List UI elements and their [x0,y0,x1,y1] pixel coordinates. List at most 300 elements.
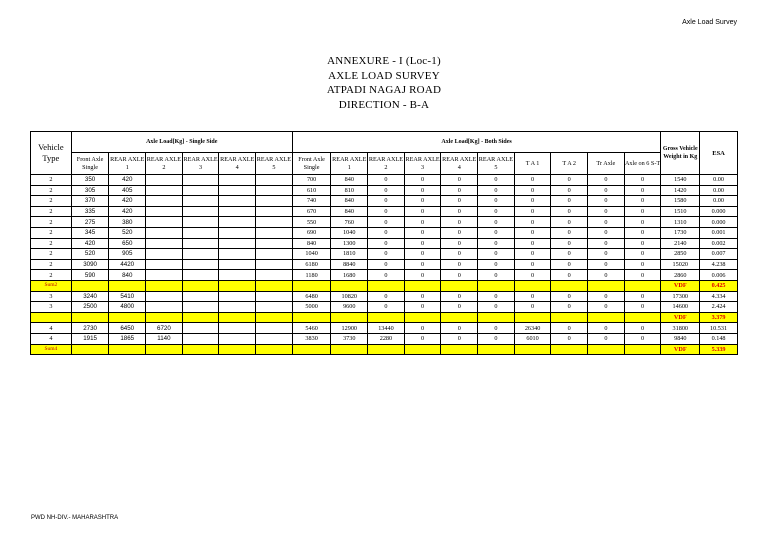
both-sides-cell: 0 [514,259,551,270]
single-side-cell [182,323,219,334]
single-side-cell [256,196,293,207]
single-side-cell [109,312,146,323]
single-side-cell [219,291,256,302]
single-side-cell [256,333,293,344]
single-side-cell: 380 [109,217,146,228]
both-sides-cell: 1810 [331,249,368,260]
vehicle-type-cell: 2 [31,175,72,186]
both-sides-cell: 0 [514,238,551,249]
single-side-cell [182,196,219,207]
both-sides-cell: 0 [368,291,405,302]
gross-weight-cell: VDF [661,344,700,355]
both-sides-cell: 0 [551,227,588,238]
table-row [31,175,738,186]
gross-weight-cell: 15020 [661,259,700,270]
vehicle-type-cell: 2 [31,206,72,217]
single-side-cell [182,259,219,270]
both-sides-cell: 0 [441,238,478,249]
both-sides-cell [478,344,515,355]
both-sides-cell: 0 [624,249,661,260]
both-sides-cell [478,280,515,291]
vehicle-type-cell: 4 [31,323,72,334]
single-side-cell [256,312,293,323]
both-sides-cell: 0 [368,302,405,313]
table-row [31,185,738,196]
both-sides-cell: 0 [441,270,478,281]
both-sides-cell: 0 [441,249,478,260]
single-side-cell [219,312,256,323]
single-side-cell: 4420 [109,259,146,270]
both-sides-cell [624,280,661,291]
vehicle-type-cell: 2 [31,196,72,207]
single-side-cell [256,206,293,217]
single-side-cell: 370 [71,196,109,207]
both-sides-cell: 690 [292,227,331,238]
both-sides-cell: 0 [478,196,515,207]
table-row [31,206,738,217]
both-sides-cell: 1040 [331,227,368,238]
both-col-header: REAR AXLE 5 [478,153,515,175]
both-sides-cell: 0 [624,270,661,281]
single-side-cell [219,175,256,186]
single-side-cell [256,185,293,196]
both-col-header: T A 2 [551,153,588,175]
single-side-cell: 650 [109,238,146,249]
both-sides-cell: 0 [514,302,551,313]
vehicle-type-cell: Sum2 [31,280,72,291]
both-sides-cell: 0 [368,270,405,281]
esa-cell: 3.379 [700,312,738,323]
single-side-cell [256,323,293,334]
both-sides-cell: 10820 [331,291,368,302]
both-sides-cell [478,312,515,323]
both-sides-cell [404,344,441,355]
both-sides-cell [441,280,478,291]
single-side-cell: 350 [71,175,109,186]
both-sides-cell: 0 [478,185,515,196]
gross-weight-cell: 2140 [661,238,700,249]
both-sides-cell: 0 [404,333,441,344]
single-side-cell [256,175,293,186]
gross-weight-cell: 1510 [661,206,700,217]
single-side-cell [182,302,219,313]
esa-cell: 0.001 [700,227,738,238]
both-col-header: REAR AXLE 4 [441,153,478,175]
both-sides-cell: 0 [404,196,441,207]
single-side-cell [109,344,146,355]
gross-weight-cell: 1420 [661,185,700,196]
both-sides-cell: 9600 [331,302,368,313]
single-side-cell [256,259,293,270]
both-sides-cell: 0 [588,238,625,249]
both-sides-cell: 0 [551,333,588,344]
esa-cell: 0.00 [700,196,738,207]
both-sides-cell: 0 [588,185,625,196]
both-col-header: Front Axle Single [292,153,331,175]
gross-weight-cell: 17300 [661,291,700,302]
single-side-cell [219,259,256,270]
both-sides-cell: 5460 [292,323,331,334]
both-sides-cell: 0 [441,206,478,217]
single-side-cell [146,185,183,196]
both-sides-cell [331,344,368,355]
single-side-cell [219,302,256,313]
both-sides-cell: 0 [624,175,661,186]
single-col-header: REAR AXLE 5 [256,153,293,175]
esa-cell: 0.007 [700,249,738,260]
single-side-cell: 420 [71,238,109,249]
both-sides-cell: 0 [441,185,478,196]
both-sides-cell: 0 [624,302,661,313]
single-side-cell: 405 [109,185,146,196]
both-col-header: Axle on 6 S-T [624,153,661,175]
single-side-cell [146,217,183,228]
both-sides-cell: 0 [551,185,588,196]
footer-label: PWD NH-DIV.- MAHARASHTRA [31,515,119,521]
gross-weight-cell: 1540 [661,175,700,186]
single-side-cell: 345 [71,227,109,238]
both-sides-cell: 1680 [331,270,368,281]
single-side-cell [256,302,293,313]
both-sides-cell: 0 [514,270,551,281]
esa-cell: 10.531 [700,323,738,334]
single-side-cell [146,312,183,323]
title-survey: AXLE LOAD SURVEY [328,69,440,82]
both-sides-cell: 1300 [331,238,368,249]
single-side-cell: 590 [71,270,109,281]
single-side-cell: 1140 [146,333,183,344]
both-sides-cell: 3730 [331,333,368,344]
table-row [31,196,738,207]
both-sides-cell: 760 [331,217,368,228]
single-side-cell [219,206,256,217]
both-sides-cell: 0 [441,227,478,238]
both-sides-cell: 0 [624,259,661,270]
both-sides-cell: 26340 [514,323,551,334]
esa-cell: 0.000 [700,206,738,217]
table-row [31,333,738,344]
both-sides-cell: 0 [478,291,515,302]
both-sides-cell: 0 [551,175,588,186]
both-sides-cell: 0 [551,217,588,228]
single-side-cell [146,280,183,291]
table-row [31,238,738,249]
vehicle-type-cell: 2 [31,217,72,228]
gross-weight-cell: 2860 [661,270,700,281]
single-side-cell: 1865 [109,333,146,344]
single-side-cell [219,217,256,228]
both-sides-cell [551,280,588,291]
both-sides-cell: 0 [368,196,405,207]
both-sides-cell: 0 [404,302,441,313]
esa-cell: 4.238 [700,259,738,270]
single-side-cell [182,333,219,344]
gross-weight-cell: 1730 [661,227,700,238]
single-side-cell [219,196,256,207]
single-side-cell: 6720 [146,323,183,334]
both-sides-cell: 0 [514,217,551,228]
table-row [31,302,738,313]
vehicle-type-cell [31,312,72,323]
both-sides-cell: 6010 [514,333,551,344]
both-sides-cell [624,312,661,323]
both-sides-cell: 5000 [292,302,331,313]
both-sides-cell: 13440 [368,323,405,334]
summary-row [31,344,738,355]
both-sides-cell: 0 [478,249,515,260]
single-side-cell [182,185,219,196]
single-side-cell [256,249,293,260]
gross-weight-cell: VDF [661,312,700,323]
single-side-cell [182,344,219,355]
vehicle-type-cell: 2 [31,259,72,270]
both-sides-cell [514,312,551,323]
both-sides-cell: 0 [478,227,515,238]
both-sides-cell: 0 [624,323,661,334]
both-sides-cell: 840 [331,196,368,207]
single-side-cell [146,175,183,186]
single-side-cell [256,227,293,238]
both-sides-cell: 0 [514,196,551,207]
both-sides-cell: 0 [588,206,625,217]
single-side-cell [256,291,293,302]
both-sides-cell: 0 [514,249,551,260]
both-sides-cell: 0 [478,259,515,270]
both-sides-cell: 0 [441,291,478,302]
table-row [31,259,738,270]
both-sides-cell: 0 [404,259,441,270]
both-sides-cell: 0 [368,206,405,217]
single-side-cell: 275 [71,217,109,228]
both-sides-cell: 0 [441,333,478,344]
both-sides-cell: 0 [404,238,441,249]
gross-weight-cell: 1310 [661,217,700,228]
single-side-cell: 3240 [71,291,109,302]
vehicle-type-cell: 3 [31,291,72,302]
summary-row [31,312,738,323]
single-side-cell [146,270,183,281]
both-sides-cell [441,312,478,323]
both-sides-cell [514,344,551,355]
both-sides-cell [588,344,625,355]
both-sides-cell: 0 [551,302,588,313]
both-sides-cell: 0 [551,259,588,270]
both-sides-cell: 0 [478,206,515,217]
both-sides-cell: 0 [478,270,515,281]
both-sides-cell: 0 [588,270,625,281]
both-sides-cell: 0 [588,196,625,207]
both-sides-cell: 0 [478,333,515,344]
both-sides-cell: 0 [368,227,405,238]
vehicle-type-cell: 2 [31,249,72,260]
both-sides-cell: 12900 [331,323,368,334]
both-sides-cell: 0 [441,217,478,228]
vehicle-type-cell: 2 [31,185,72,196]
both-sides-cell: 0 [514,291,551,302]
both-sides-cell: 0 [551,196,588,207]
vehicle-type-cell: Sum4 [31,344,72,355]
single-side-cell [256,344,293,355]
esa-cell: 2.424 [700,302,738,313]
both-sides-cell: 0 [478,302,515,313]
single-side-cell: 420 [109,175,146,186]
both-sides-cell: 550 [292,217,331,228]
both-sides-cell: 840 [331,206,368,217]
both-sides-cell: 0 [588,302,625,313]
single-side-cell [182,175,219,186]
both-sides-cell: 0 [404,206,441,217]
esa-cell: 0.002 [700,238,738,249]
single-side-cell: 420 [109,196,146,207]
both-sides-cell: 0 [404,270,441,281]
both-sides-cell: 0 [368,249,405,260]
both-col-header: REAR AXLE 3 [404,153,441,175]
both-sides-cell: 0 [441,323,478,334]
both-sides-cell: 0 [441,196,478,207]
both-sides-cell [292,280,331,291]
single-side-cell [146,227,183,238]
both-sides-cell [588,280,625,291]
single-side-cell: 840 [109,270,146,281]
both-sides-cell: 0 [624,185,661,196]
both-sides-cell: 1180 [292,270,331,281]
both-sides-cell [404,312,441,323]
table-row [31,291,738,302]
both-sides-cell: 0 [588,217,625,228]
both-sides-cell [624,344,661,355]
both-sides-cell: 610 [292,185,331,196]
both-sides-cell: 810 [331,185,368,196]
table-row [31,270,738,281]
both-sides-cell: 740 [292,196,331,207]
both-sides-cell: 0 [624,227,661,238]
single-side-cell [219,333,256,344]
single-side-cell: 520 [109,227,146,238]
single-side-cell: 420 [109,206,146,217]
both-sides-cell: 0 [624,333,661,344]
esa-cell: 0.425 [700,280,738,291]
both-col-header: REAR AXLE 1 [331,153,368,175]
both-sides-cell: 0 [588,259,625,270]
both-sides-cell [331,312,368,323]
single-side-cell [256,238,293,249]
single-side-cell: 2730 [71,323,109,334]
single-side-cell [71,344,109,355]
both-sides-cell: 0 [368,238,405,249]
single-col-header: Front Axle Single [71,153,109,175]
single-col-header: REAR AXLE 3 [182,153,219,175]
esa-cell: 0.000 [700,217,738,228]
both-col-header: Tr Axle [588,153,625,175]
summary-row [31,280,738,291]
both-sides-cell: 0 [404,217,441,228]
both-sides-cell [551,312,588,323]
gross-weight-cell: 9840 [661,333,700,344]
single-side-cell [146,259,183,270]
single-side-cell: 905 [109,249,146,260]
both-sides-cell: 0 [441,302,478,313]
single-side-cell [256,280,293,291]
both-sides-cell: 0 [478,238,515,249]
esa-cell: 5.339 [700,344,738,355]
both-sides-cell: 0 [441,175,478,186]
single-side-cell [256,270,293,281]
single-side-cell [109,280,146,291]
single-side-cell [182,270,219,281]
single-side-cell: 4800 [109,302,146,313]
single-side-cell [219,344,256,355]
both-sides-cell: 0 [551,270,588,281]
both-sides-cell: 6480 [292,291,331,302]
single-side-cell [219,227,256,238]
both-sides-cell: 1040 [292,249,331,260]
both-sides-cell: 0 [588,227,625,238]
single-side-cell [71,312,109,323]
single-side-cell [182,217,219,228]
single-side-cell: 3090 [71,259,109,270]
single-side-cell [182,206,219,217]
both-sides-cell: 0 [514,227,551,238]
single-side-cell [182,238,219,249]
vehicle-type-cell: 2 [31,270,72,281]
single-col-header: REAR AXLE 1 [109,153,146,175]
single-side-cell [146,196,183,207]
both-sides-cell: 0 [404,323,441,334]
axle-load-table [30,131,738,355]
single-side-cell: 305 [71,185,109,196]
single-side-cell [219,280,256,291]
both-sides-cell [292,344,331,355]
both-sides-cell: 0 [588,249,625,260]
both-sides-cell: 840 [331,175,368,186]
both-sides-cell: 0 [478,323,515,334]
both-sides-cell: 0 [368,217,405,228]
title-annexure: ANNEXURE - I (Loc-1) [327,55,441,67]
single-col-header: REAR AXLE 4 [219,153,256,175]
both-sides-cell [404,280,441,291]
single-side-cell [256,217,293,228]
both-sides-cell: 0 [624,206,661,217]
single-side-cell [182,280,219,291]
single-side-cell: 2500 [71,302,109,313]
both-sides-cell: 0 [624,291,661,302]
single-side-cell [182,312,219,323]
both-sides-cell: 6180 [292,259,331,270]
single-col-header: REAR AXLE 2 [146,153,183,175]
both-sides-cell: 0 [588,175,625,186]
both-sides-cell [292,312,331,323]
single-side-cell: 335 [71,206,109,217]
both-sides-cell: 0 [404,249,441,260]
both-sides-cell: 0 [624,238,661,249]
both-sides-cell [368,280,405,291]
both-sides-cell: 0 [404,185,441,196]
both-sides-cell [331,280,368,291]
gross-weight-cell: 2850 [661,249,700,260]
both-sides-cell: 840 [292,238,331,249]
single-side-cell [219,323,256,334]
single-side-cell [146,344,183,355]
both-sides-cell [441,344,478,355]
both-sides-cell: 0 [551,323,588,334]
single-side-cell [146,302,183,313]
both-sides-cell: 0 [514,175,551,186]
both-sides-cell: 0 [551,291,588,302]
table-row [31,249,738,260]
both-sides-cell: 0 [588,291,625,302]
esa-header: ESA [700,132,738,175]
both-sides-cell: 700 [292,175,331,186]
